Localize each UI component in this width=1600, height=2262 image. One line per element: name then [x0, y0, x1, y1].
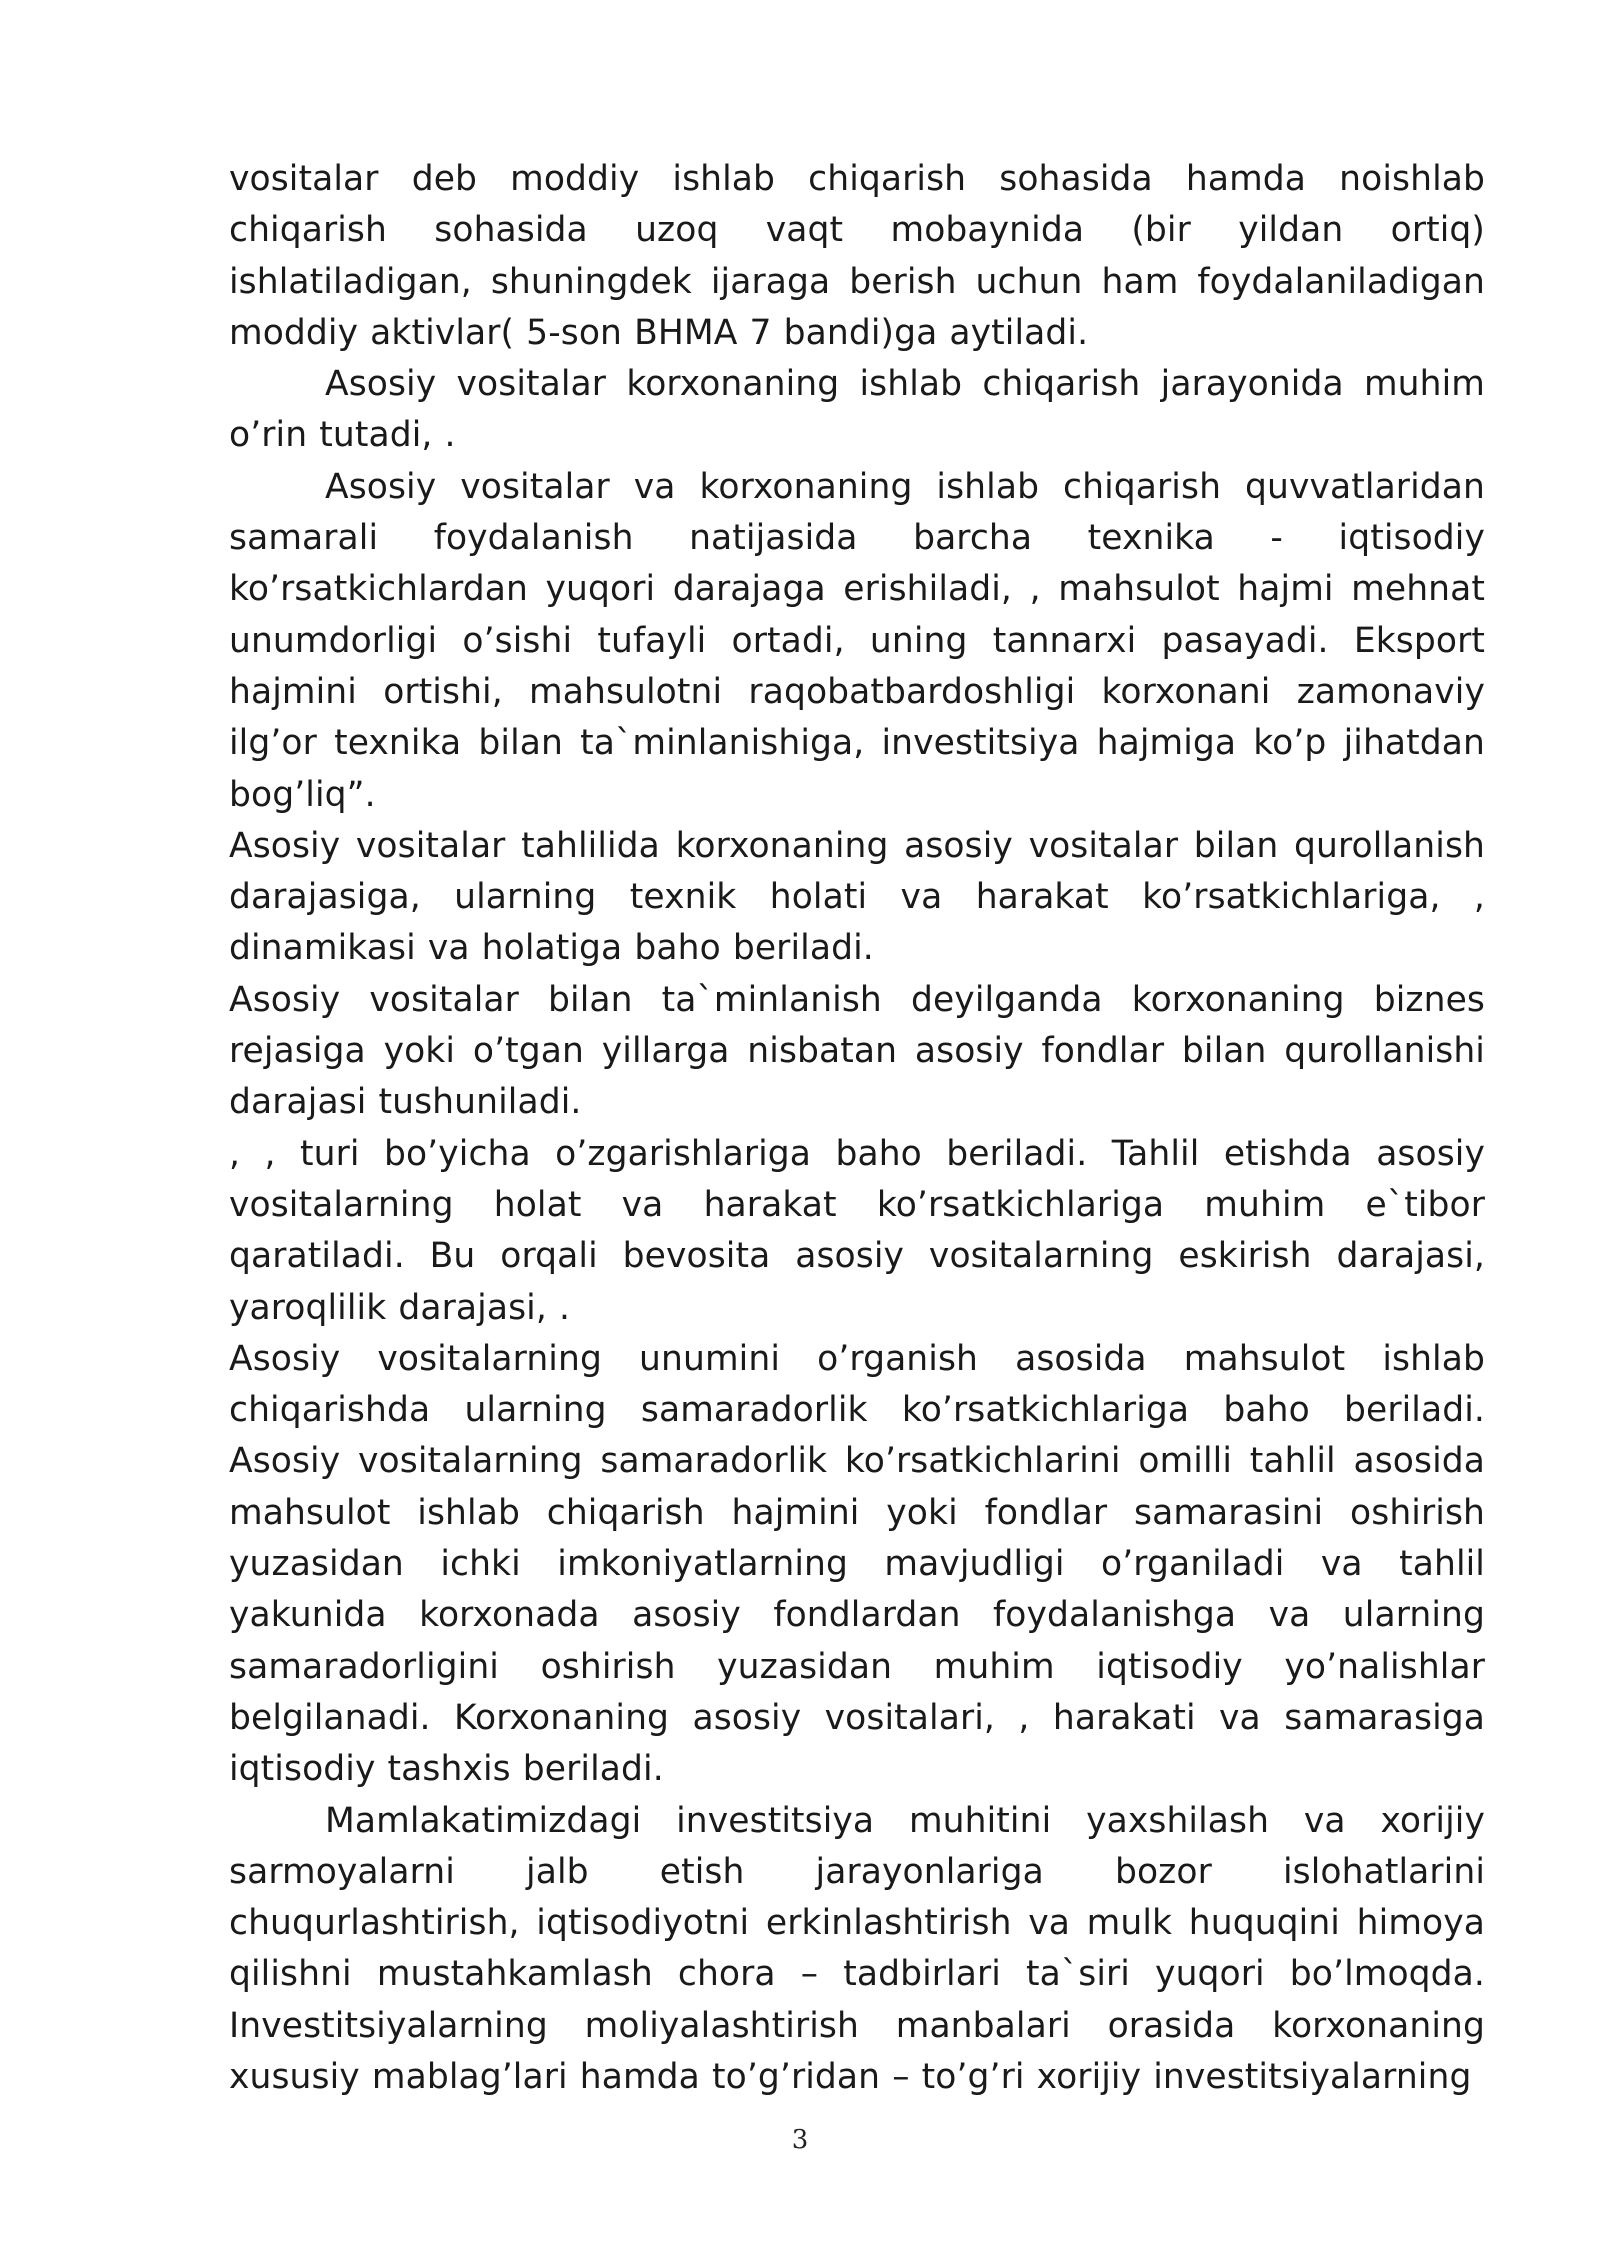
document-body	[229, 154, 1485, 2103]
paragraph-1: vositalar deb moddiy ishlab chiqarish sohasida hamda noishlab chiqarish sohasida uzoq vaqt mobaynida (bir yildan ortiq) ishlatiladigan, shuningdek ijaraga berish uchun ham foydalaniladigan moddiy aktivlar( 5-son BHMA 7 bandi)ga aytiladi.	[229, 159, 1485, 353]
paragraph-8: Mamlakatimizdagi investitsiya muhitini yaxshilash va xorijiy sarmoyalarni jalb etish jarayonlariga bozor islohatlarini chuqurlashtirish, iqtisodiyotni erkinlashtirish va mulk huquqini himoya qilishni mustahkamlash chora – tadbirlari ta`siri yuqori bo’lmoqda. Investitsiyalarning moliyalashtirish manbalari orasida korxonaning xususiy mablag’lari hamda to’g’ridan – to’g’ri xorijiy investitsiyalarning	[229, 1800, 1485, 2097]
paragraph-5: Asosiy vositalar bilan ta`minlanish deyilganda korxonaning biznes rejasiga yoki o’tgan yillarga nisbatan asosiy fondlar bilan qurollanishi darajasi tushuniladi.	[229, 979, 1485, 1123]
paragraph-2: Asosiy vositalar korxonaning ishlab chiqarish jarayonida muhim o’rin tutadi, .	[229, 364, 1485, 456]
paragraph-7: Asosiy vositalarning unumini o’rganish asosida mahsulot ishlab chiqarishda ularning samaradorlik ko’rsatkichlariga baho beriladi. Asosiy vositalarning samaradorlik ko’rsatkichlarini omilli tahlil asosida mahsulot ishlab chiqarish hajmini yoki fondlar samarasini oshirish yuzasidan ichki imkoniyatlarning mavjudligi o’rganiladi va tahlil yakunida korxonada asosiy fondlardan foydalanishga va ularning samaradorligini oshirish yuzasidan muhim iqtisodiy yo’nalishlar belgilanadi. Korxonaning asosiy vositalari, , harakati va samarasiga iqtisodiy tashxis beriladi.	[229, 1338, 1485, 1790]
paragraph-4: Asosiy vositalar tahlilida korxonaning asosiy vositalar bilan qurollanish darajasiga, ularning texnik holati va harakat ko’rsatkichlariga, , dinamikasi va holatiga baho beriladi.	[229, 825, 1485, 969]
paragraph-6: , , turi bo’yicha o’zgarishlariga baho beriladi. Tahlil etishda asosiy vositalarning holat va harakat ko’rsatkichlariga muhim e`tibor qaratiladi. Bu orqali bevosita asosiy vositalarning eskirish darajasi, yaroqlilik darajasi, .	[229, 1133, 1485, 1328]
paragraph-3: Asosiy vositalar va korxonaning ishlab chiqarish quvvatlaridan samarali foydalanish natijasida barcha texnika - iqtisodiy ko’rsatkichlardan yuqori darajaga erishiladi, , mahsulot hajmi mehnat unumdorligi o’sishi tufayli ortadi, uning tannarxi pasayadi. Eksport hajmini ortishi, mahsulotni raqobatbardoshligi korxonani zamonaviy ilg’or texnika bilan ta`minlanishiga, investitsiya hajmiga ko’p jihatdan bog’liq”.	[229, 466, 1485, 815]
page-number: 3	[791, 2125, 809, 2155]
